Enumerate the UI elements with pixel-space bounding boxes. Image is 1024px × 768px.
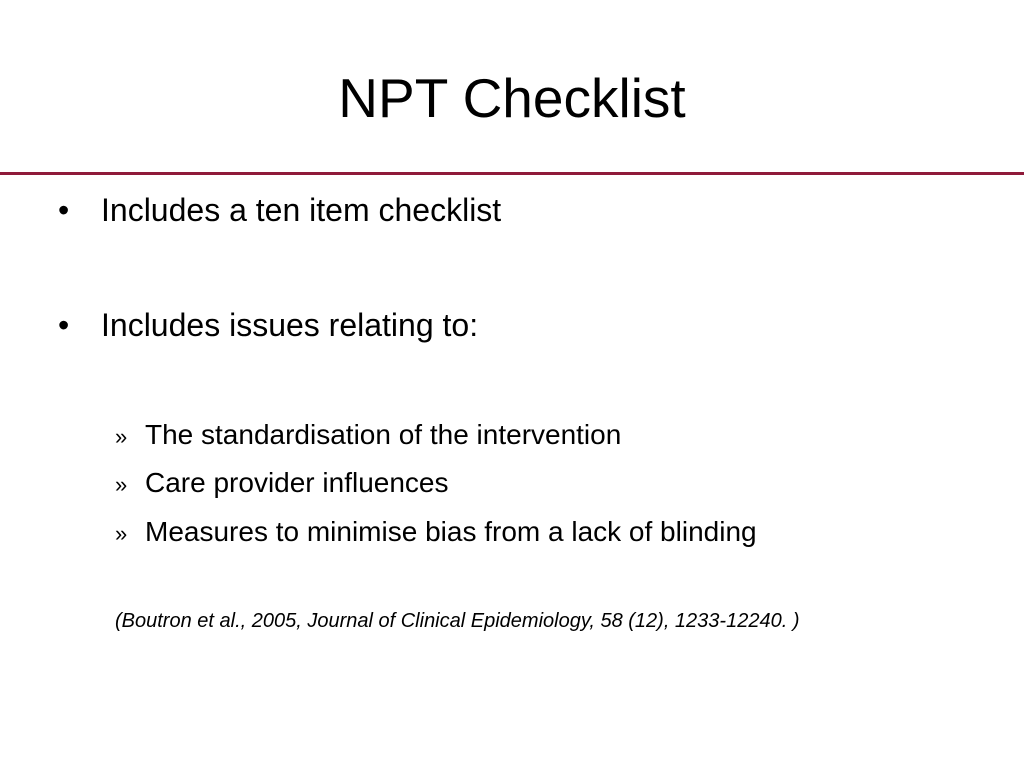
sub-bullet-item [115, 515, 757, 551]
slide-title: NPT Checklist [338, 67, 686, 129]
sub-bullet-marker: » [115, 472, 128, 497]
bullet-item [58, 305, 478, 345]
sub-bullet-item [115, 466, 449, 502]
sub-bullet-text: Measures to minimise bias from a lack of blinding [145, 516, 757, 547]
bullet-marker: • [58, 307, 70, 343]
bullet-text: Includes a ten item checklist [101, 192, 502, 228]
sub-bullet-text: Care provider influences [145, 467, 449, 498]
bullet-item [58, 190, 501, 230]
citation-text: (Boutron et al., 2005, Journal of Clinical Epidemiology, 58 (12), 1233-12240. ) [115, 610, 800, 632]
sub-bullet-text: The standardisation of the intervention [145, 419, 622, 450]
bullet-text: Includes issues relating to: [101, 307, 479, 343]
sub-bullet-item [115, 418, 621, 454]
sub-bullet-marker: » [115, 521, 128, 546]
sub-bullet-marker: » [115, 424, 128, 449]
title-divider [0, 172, 1024, 175]
bullet-marker: • [58, 192, 70, 228]
